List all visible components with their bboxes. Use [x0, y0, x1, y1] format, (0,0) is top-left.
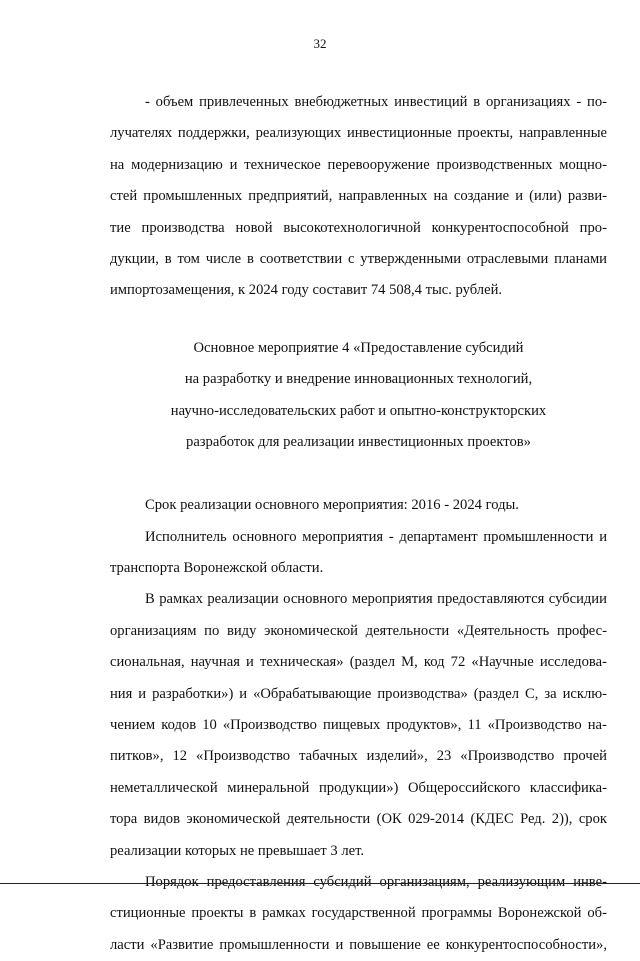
word: инвестиций	[394, 94, 468, 110]
word: научная	[190, 654, 240, 671]
word: Порядок	[145, 873, 199, 890]
word: организациям	[110, 622, 197, 639]
word: тора	[110, 811, 138, 828]
word: неметаллической	[110, 779, 218, 796]
text-line	[110, 930, 607, 961]
word: на	[110, 156, 125, 173]
text-line	[110, 584, 607, 615]
spacer	[110, 307, 607, 333]
word: основного	[283, 591, 348, 608]
text-line	[110, 616, 607, 647]
word: чением	[110, 717, 156, 734]
word: в	[473, 94, 481, 110]
word: реализации	[207, 591, 279, 608]
word: «Развитие	[150, 936, 214, 953]
word: 12	[172, 748, 188, 765]
word: табачных	[299, 748, 358, 765]
word: В	[145, 591, 155, 608]
word: (раздел	[349, 654, 396, 671]
word: техническое	[244, 156, 321, 173]
word: деятельности	[286, 811, 371, 828]
text-line: Срок реализации основного мероприятия: 2016 - 2024 годы.	[145, 497, 519, 514]
word: и	[239, 685, 248, 702]
word: поддержки,	[177, 125, 250, 142]
word: конкурентоспособной	[431, 219, 569, 236]
word: направленных	[338, 188, 428, 205]
word: основного	[232, 528, 297, 545]
text-line	[110, 804, 607, 835]
word: предприятий,	[248, 188, 333, 205]
word: 72	[450, 654, 466, 671]
word: «Деятельность	[456, 622, 550, 639]
word: (ОК	[376, 811, 402, 828]
word: направленные	[518, 125, 607, 142]
word: классифика-	[529, 779, 607, 796]
word: исследова-	[539, 654, 607, 671]
word: и	[515, 188, 524, 205]
word: разви-	[567, 188, 607, 205]
word: соответствии	[259, 250, 343, 267]
word: департамент	[399, 528, 478, 545]
text-line	[110, 522, 607, 553]
word: -	[145, 94, 150, 110]
word: в	[249, 905, 257, 922]
word: «Производство	[196, 748, 291, 765]
word: инвестиционные	[346, 125, 452, 142]
word: промышленности	[483, 528, 594, 545]
word: дукции,	[110, 250, 159, 267]
word: -	[388, 528, 394, 545]
word: об-	[587, 905, 607, 922]
word: Общероссийского	[408, 779, 521, 796]
word: мероприятия	[302, 528, 384, 545]
word: и	[138, 685, 147, 702]
word: продукции»)	[319, 779, 399, 796]
word: программы	[421, 905, 492, 922]
heading-line: Основное мероприятие 4 «Предоставление субсидий	[193, 339, 524, 356]
word: изделий»,	[366, 748, 428, 765]
word: предоставления	[206, 873, 306, 890]
text-line	[110, 244, 607, 275]
word: и	[599, 528, 607, 545]
word: субсидий	[313, 873, 372, 890]
paragraph-term	[110, 490, 607, 521]
word: 23	[436, 748, 452, 765]
word: организациях	[485, 94, 571, 110]
word: экономической	[264, 622, 358, 639]
word: лучателях	[110, 125, 173, 142]
word: ее	[426, 936, 440, 953]
paragraph-investments	[110, 87, 607, 307]
word: в	[246, 250, 254, 267]
word: утвержденными	[360, 250, 462, 267]
text-line: реализации которых не превышает 3 лет.	[110, 842, 365, 859]
word: ласти	[110, 936, 145, 953]
word: отраслевыми	[466, 250, 549, 267]
word: разработки»)	[152, 685, 234, 702]
text-line	[110, 679, 607, 710]
word: Ред.	[520, 811, 546, 828]
text-line: импортозамещения, к 2024 году составит 74 508,4 тыс. рублей.	[110, 282, 503, 299]
word: высокотехнологичной	[283, 219, 421, 236]
paragraph-subsidies	[110, 584, 607, 867]
word: рамках	[262, 905, 306, 922]
text-line	[110, 118, 607, 149]
heading-line: на разработку и внедрение инновационных технологий,	[184, 371, 533, 388]
word: Воронежской	[497, 905, 582, 922]
word: видов	[143, 811, 180, 828]
text-line	[110, 150, 607, 181]
word: 11	[467, 717, 482, 734]
word: промышленных	[143, 188, 243, 205]
word: производственных	[436, 156, 553, 173]
word: исклю-	[562, 685, 607, 702]
word: планами	[554, 250, 607, 267]
word: ния	[110, 685, 133, 702]
word: инве-	[573, 873, 607, 890]
word: конкурентоспособности»,	[445, 936, 607, 953]
word: организациям,	[379, 873, 470, 890]
word: субсидии	[548, 591, 607, 608]
word: повышение	[349, 936, 421, 953]
word: реализующим	[477, 873, 566, 890]
word: проекты,	[457, 125, 514, 142]
word: М,	[401, 654, 418, 671]
word: техническая»	[259, 654, 344, 671]
word: внебюджетных	[294, 94, 389, 110]
word: Исполнитель	[145, 528, 227, 545]
word: питков»,	[110, 748, 164, 765]
text-line	[110, 181, 607, 212]
word: продуктов»,	[386, 717, 462, 734]
text-line	[110, 213, 607, 244]
word: профес-	[556, 622, 607, 639]
page-number: 32	[313, 36, 327, 51]
word: стей	[110, 188, 138, 205]
word: производства	[141, 219, 225, 236]
word: (раздел	[473, 685, 520, 702]
word: предоставляются	[437, 591, 545, 608]
document-body	[110, 87, 607, 961]
text-line: транспорта Воронежской области.	[110, 560, 324, 577]
word: срок	[578, 811, 607, 828]
word: стиционные	[110, 905, 186, 922]
word: «Производство	[222, 717, 317, 734]
word: сиональная,	[110, 654, 185, 671]
word: с	[347, 250, 355, 267]
text-line	[110, 87, 607, 118]
word: «Производство	[460, 748, 555, 765]
word: деятельности	[365, 622, 450, 639]
word: проекты	[191, 905, 244, 922]
word: «Производство	[487, 717, 582, 734]
word: экономической	[186, 811, 281, 828]
word: тие	[110, 219, 131, 236]
word: том	[177, 250, 200, 267]
text-line	[110, 741, 607, 772]
word: код	[423, 654, 445, 671]
word: модернизацию	[131, 156, 223, 173]
word: и	[246, 654, 254, 671]
word: промышленности	[219, 936, 330, 953]
word: 2)),	[551, 811, 573, 828]
word: по-	[587, 94, 607, 110]
text-line	[110, 710, 607, 741]
word: привлеченных	[199, 94, 289, 110]
heading-line: разработок для реализации инвестиционных проектов»	[186, 433, 531, 450]
word: «Научные	[471, 654, 534, 671]
text-line	[110, 773, 607, 804]
paragraph-procedure	[110, 867, 607, 961]
page-bottom-rule	[0, 883, 640, 884]
word: мероприятия	[351, 591, 433, 608]
word: (или)	[529, 188, 562, 205]
word: «Обрабатывающие	[253, 685, 372, 702]
word: С,	[525, 685, 539, 702]
word: мощно-	[559, 156, 607, 173]
word: пищевых	[323, 717, 381, 734]
word: кодов	[161, 717, 197, 734]
word: государственной	[311, 905, 416, 922]
word: числе	[205, 250, 242, 267]
word: -	[576, 94, 582, 110]
word: реализующих	[255, 125, 342, 142]
word: и	[335, 936, 344, 953]
text-line	[110, 647, 607, 678]
word: новой	[235, 219, 273, 236]
word: по	[204, 622, 220, 639]
spacer	[110, 458, 607, 490]
word: на-	[587, 717, 607, 734]
word: минеральной	[227, 779, 310, 796]
word: про-	[579, 219, 607, 236]
word: 029-2014	[408, 811, 465, 828]
paragraph-executor	[110, 522, 607, 585]
word: виду	[226, 622, 257, 639]
word: на	[433, 188, 448, 205]
word: (КДЕС	[470, 811, 514, 828]
word: производства»	[377, 685, 468, 702]
word: создание	[453, 188, 510, 205]
word: за	[544, 685, 557, 702]
word: 10	[202, 717, 217, 734]
heading-line: научно-исследовательских работ и опытно-конструкторских	[170, 402, 547, 419]
word: рамках	[159, 591, 203, 608]
section-heading	[110, 333, 607, 459]
word: и	[229, 156, 238, 173]
word: объем	[155, 94, 194, 110]
text-line	[110, 898, 607, 929]
word: прочей	[563, 748, 607, 765]
word: в	[164, 250, 172, 267]
word: перевооружение	[327, 156, 430, 173]
